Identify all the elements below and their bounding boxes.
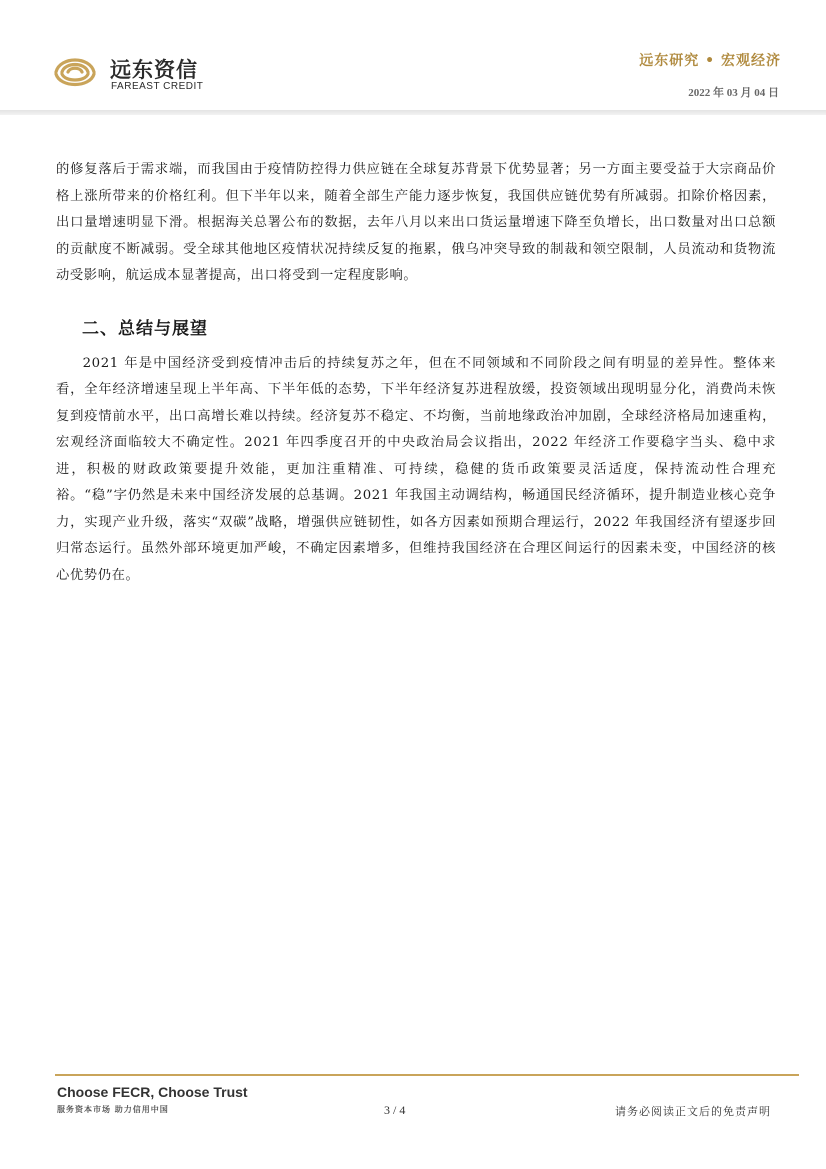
- footer-slogan-en: Choose FECR, Choose Trust: [57, 1084, 248, 1100]
- brand-name-en: FAREAST CREDIT: [111, 81, 204, 92]
- page-number: 3 / 4: [384, 1103, 406, 1117]
- paragraph-continued: 的修复落后于需求端，而我国由于疫情防控得力供应链在全球复苏背景下优势显著；另一方面主要受益于大宗商品价格上涨所带来的价格红利。但下半年以来，随着全部生产能力逐步恢复，我国供应链优势有所减弱。扣除价格因素，出口量增速明显下滑。根据海关总署公布的数据，去年八月以来出口货运量增速下降至负增长，出口数量对出口总额的贡献度不断减弱。受全球其他地区疫情状况持续反复的拖累，俄乌冲突导致的制裁和领空限制，人员流动和货物流动受影响，航运成本显著提高，出口将受到一定程度影响。: [56, 162, 776, 283]
- footer-slogan-cn: 服务资本市场 助力信用中国: [57, 1105, 169, 1114]
- paragraph-summary: 2021 年是中国经济受到疫情冲击后的持续复苏之年，但在不同领域和不同阶段之间有明显的差异性。整体来看，全年经济增速呈现上半年高、下半年低的态势，下半年经济复苏进程放缓，投资领域出现明显分化，消费尚未恢复到疫情前水平，出口高增长难以持续。经济复苏不稳定、不均衡，当前地缘政治冲加剧，全球经济格局加速重构，宏观经济面临较大不确定性。2021 年四季度召开的中央政治局会议指出，2022 年经济工作要稳字当头、稳中求进，积极的财政政策要提升效能，更加注重精准、可持续，稳健的货币政策要灵活适度，保持流动性合理充裕。“稳”字仍然是未来中国经济发展的总基调。2021 年我国主动调结构，畅通国民经济循环，提升制造业核心竞争力，实现产业升级，落实“双碳”战略，增强供应链韧性，如各方因素如预期合理运行，2022 年我国经济有望逐步回归常态运行。虽然外部环境更加严峻，不确定因素增多，但维持我国经济在合理区间运行的因素未变，中国经济的核心优势仍在。: [56, 355, 776, 583]
- fareast-credit-logo-icon: [50, 50, 100, 94]
- page-header: [0, 0, 826, 120]
- section-heading: 二、总结与展望: [82, 318, 208, 339]
- document-body: [56, 157, 776, 589]
- report-series-title: 远东研究 • 宏观经济: [639, 53, 781, 69]
- report-date: 2022 年 03 月 04 日: [688, 87, 779, 99]
- brand-name-cn: 远东资信: [110, 58, 198, 82]
- header-divider: [0, 110, 826, 115]
- footer-divider: [55, 1074, 799, 1076]
- disclaimer-notice: 请务必阅读正文后的免责声明: [615, 1105, 771, 1118]
